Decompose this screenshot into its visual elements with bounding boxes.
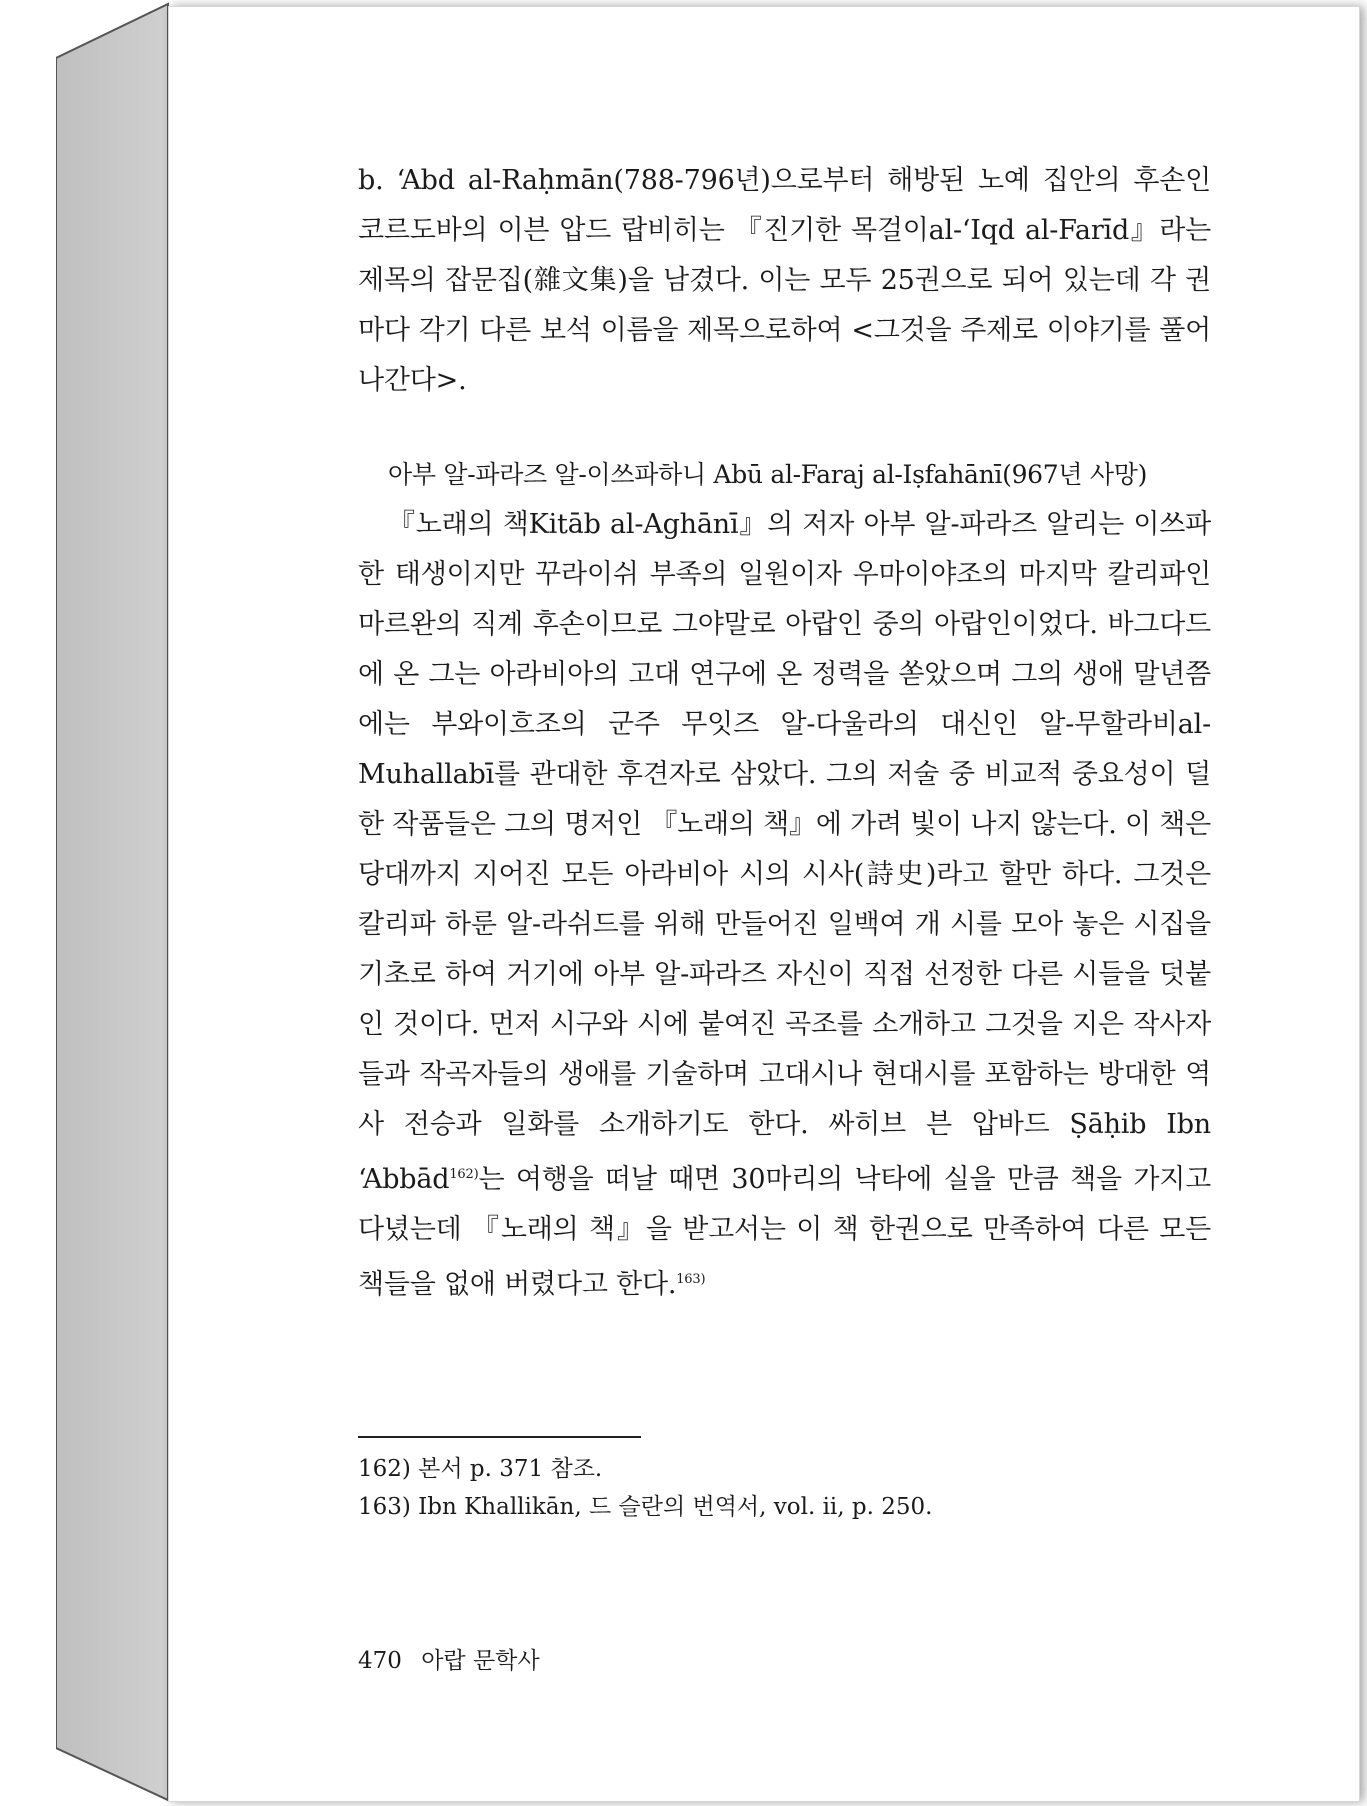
running-title: 아랍 문학사 — [421, 1648, 540, 1674]
page-number: 470 — [358, 1648, 402, 1674]
footnote-162: 162) 본서 p. 371 참조. — [358, 1456, 603, 1482]
paragraph-main-text: 『노래의 책Kitāb al-Aghānī』의 저자 아부 알-파라즈 알리는 이쓰파한 태생이지만 꾸라이쉬 부족의 일원이자 우마이야조의 마지막 칼리파인 마르완의 직계 후손이므로 그야말로 아랍인 중의 아랍인이었다. 바그다드에 온 그는 아라비아의 고대 연구에 온 정력을 쏟았으며 그의 생애 말년쯤에는 부와이흐조의 군주 무잇즈 알-다울라의 대신인 알-무할라비al-Muhallabī를 관대한 후견자로 삼았다. 그의 저술 중 비교적 중요성이 덜한 작품들은 그의 명저인 『노래의 책』에 가려 빛이 나지 않는다. 이 책은 당대까지 지어진 모든 아라비아 시의 시사(詩史)라고 할만 하다. 그것은 칼리파 하룬 알-라쉬드를 위해 만들어진 일백여 개 시를 모아 놓은 시집을 기초로 하여 거기에 아부 알-파라즈 자신이 직접 선정한 다른 시들을 덧붙인 것이다. 먼저 시구와 시에 붙여진 곡조를 소개하고 그것을 지은 작사자들과 작곡자들의 생애를 기술하며 고대시나 현대시를 포함하는 방대한 역사 전승과 일화를 소개하기도 한다. 싸히브 븐 압바드 Ṣāḥib Ibn ‘Abbād — [358, 509, 1212, 1195]
page-footer — [358, 1642, 540, 1675]
section-block — [358, 450, 1211, 1310]
footnote-ref-162: 162) — [449, 1167, 479, 1182]
paragraph-main-cont: 는 여행을 떠날 때면 30마리의 낙타에 실을 만큼 책을 가지고 다녔는데 『노래의 책』을 받고서는 이 책 한권으로 만족하여 다른 모든 책들을 없애 버렸다고 한다. — [358, 1164, 1211, 1300]
footnote-rule — [358, 1436, 641, 1438]
book-page — [168, 6, 1360, 1802]
paragraph-b: b. ‘Abd al-Raḥmān(788-796년)으로부터 해방된 노예 집안의 후손인 코르도바의 이븐 압드 랍비히는 『진기한 목걸이al-‘Iqd al-Farīd』라는 제목의 잡문집(雜文集)을 남겼다. 이는 모두 25권으로 되어 있는데 각 권마다 각기 다른 보석 이름을 제목으로하여 <그것을 주제로 이야기를 풀어나간다>. — [358, 165, 1211, 396]
paragraph-main — [358, 500, 1211, 1310]
footnote-ref-163: 163) — [676, 1272, 706, 1287]
footnote-163: 163) Ibn Khallikān, 드 슬란의 번역서, vol. ii, p. 250. — [358, 1494, 933, 1520]
section-heading: 아부 알-파라즈 알-이쓰파하니 Abū al-Faraj al-Iṣfahānī(967년 사망) — [388, 460, 1148, 489]
book-spine — [56, 0, 174, 1806]
footnotes — [358, 1450, 1211, 1526]
page-body — [358, 156, 1211, 1526]
